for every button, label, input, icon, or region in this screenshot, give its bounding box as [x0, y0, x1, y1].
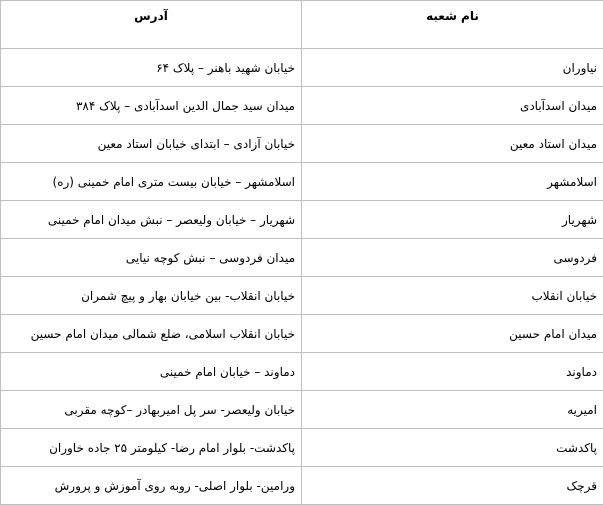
- table-row: [1, 239, 603, 277]
- table-row: [1, 429, 603, 467]
- branch-name-cell: فردوسی: [302, 239, 603, 277]
- address-cell: دماوند – خیابان امام خمینی: [1, 353, 302, 391]
- branch-name-cell: میدان امام حسین: [302, 315, 603, 353]
- table-header-row: [1, 1, 603, 49]
- header-branch-name: نام شعبه: [302, 1, 603, 49]
- address-cell: پاکدشت- بلوار امام رضا- کیلومتر ۲۵ جاده خاوران: [1, 429, 302, 467]
- table-row: [1, 277, 603, 315]
- address-cell: خیابان شهید باهنر – پلاک ۶۴: [1, 49, 302, 87]
- branch-name-cell: میدان اسدآبادی: [302, 87, 603, 125]
- branch-name-cell: خیابان انقلاب: [302, 277, 603, 315]
- address-cell: خیابان ولیعصر- سر پل امیربهادر –کوچه مقربی: [1, 391, 302, 429]
- address-cell: خیابان آزادی – ابتدای خیابان استاد معین: [1, 125, 302, 163]
- branch-name-cell: پاکدشت: [302, 429, 603, 467]
- table-row: [1, 125, 603, 163]
- branch-name-cell: قرچک: [302, 467, 603, 505]
- table-row: [1, 49, 603, 87]
- table-row: [1, 315, 603, 353]
- header-address: آدرس: [1, 1, 302, 49]
- address-cell: اسلامشهر – خیابان بیست متری امام خمینی (ره): [1, 163, 302, 201]
- address-cell: خیابان انقلاب اسلامی، ضلع شمالی میدان امام حسین: [1, 315, 302, 353]
- table-row: [1, 353, 603, 391]
- address-cell: خیابان انقلاب- بین خیابان بهار و پیچ شمران: [1, 277, 302, 315]
- table-row: [1, 391, 603, 429]
- table-row: [1, 467, 603, 505]
- address-cell: میدان فردوسی – نبش کوچه نیایی: [1, 239, 302, 277]
- table-row: [1, 163, 603, 201]
- table-row: [1, 201, 603, 239]
- branch-name-cell: امیریه: [302, 391, 603, 429]
- branch-name-cell: نیاوران: [302, 49, 603, 87]
- address-cell: میدان سید جمال الدین اسدآبادی – پلاک ۳۸۴: [1, 87, 302, 125]
- branch-name-cell: اسلامشهر: [302, 163, 603, 201]
- branch-name-cell: میدان استاد معین: [302, 125, 603, 163]
- branch-name-cell: شهریار: [302, 201, 603, 239]
- address-cell: شهریار – خیابان ولیعصر – نبش میدان امام خمینی: [1, 201, 302, 239]
- branch-name-cell: دماوند: [302, 353, 603, 391]
- address-cell: ورامین- بلوار اصلی- روبه روی آموزش و پرورش: [1, 467, 302, 505]
- table-row: [1, 87, 603, 125]
